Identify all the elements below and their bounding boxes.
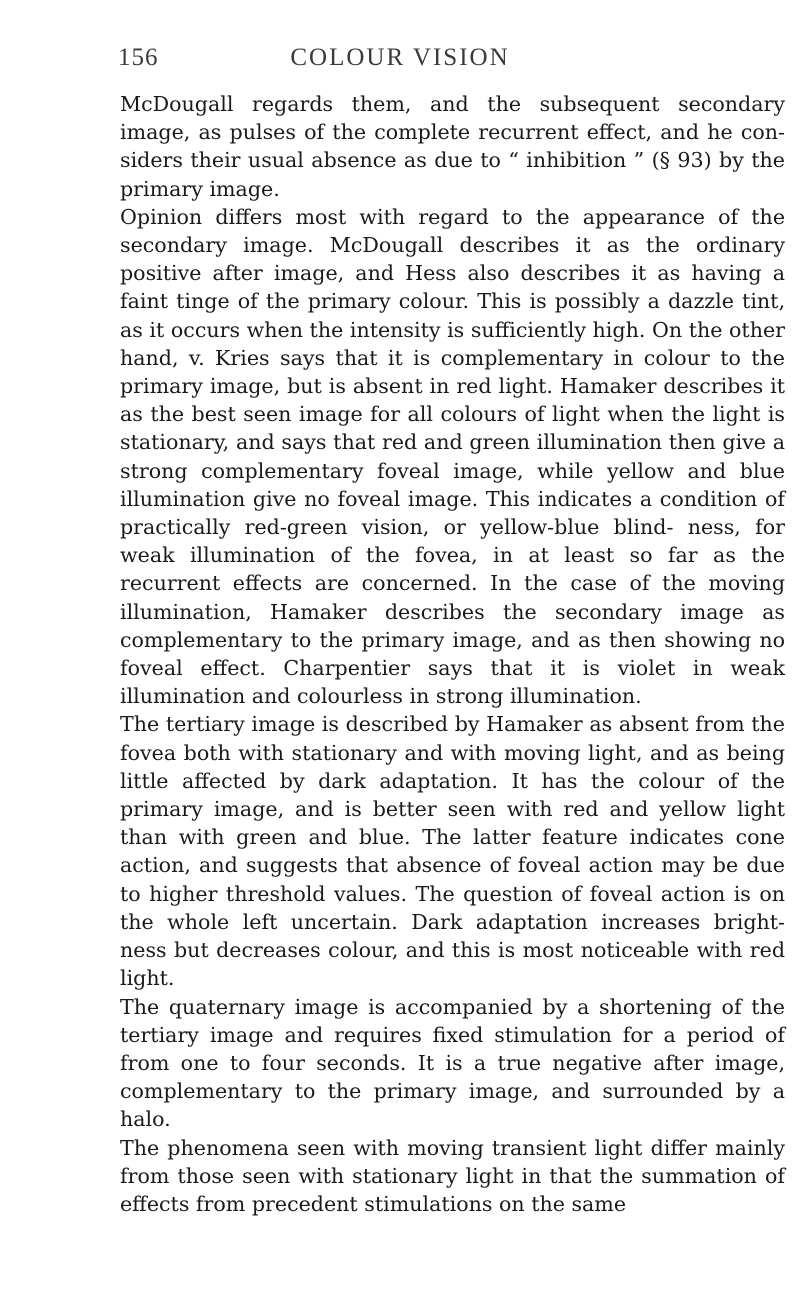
paragraph: The phenomena seen with moving transient light differ mainly from those seen with stationary light in that the summation of effects from precedent stimulations on the same	[120, 1135, 785, 1216]
running-head	[0, 44, 800, 84]
paragraph: Opinion differs most with regard to the appearance of the secondary image. McDougall describes it as the ordinary positive after image, and Hess also describes it as having a faint tinge of the primary colour. This is possibly a dazzle tint, as it occurs when the intensity is sufficiently high. On the other hand, v. Kries says that it is complementary in colour to the primary image, but is absent in red light. Hamaker describes it as the best seen image for all colours of light when the light is stationary, and says that red and green illumination then give a strong complementary foveal image, while yellow and blue illumination give no foveal image. This indicates a condition of practically red-green vision, or yellow-blue blind- ness, for weak illumination of the fovea, in at least so far as the recurrent effects are concerned. In the case of the moving illumination, Hamaker describes the secondary image as complementary to the primary image, and as then showing no foveal effect. Charpentier says that it is violet in weak illumination and colourless in strong illumination.	[120, 204, 785, 709]
paragraph: The tertiary image is described by Hamaker as absent from the fovea both with stationary and with moving light, and as being little affected by dark adaptation. It has the colour of the primary image, and is better seen with red and yellow light than with green and blue. The latter feature indicates cone action, and suggests that absence of foveal action may be due to higher threshold values. The question of foveal action is on the whole left uncertain. Dark adaptation increases bright- ness but decreases colour, and this is most noticeable with red light.	[120, 712, 785, 991]
paragraph: McDougall regards them, and the subsequent secondary image, as pulses of the complete recurrent effect, and he con- siders their usual absence as due to “ inhibition ” (§ 93) by the primary image.	[120, 92, 785, 201]
running-title: COLOUR VISION	[290, 44, 510, 71]
paragraph: The quaternary image is accompanied by a shortening of the tertiary image and requires fixed stimulation for a period of from one to four seconds. It is a true negative after image, complementary to the primary image, and surrounded by a halo.	[120, 994, 785, 1132]
page-number: 156	[118, 44, 159, 71]
body-text	[120, 90, 785, 1218]
